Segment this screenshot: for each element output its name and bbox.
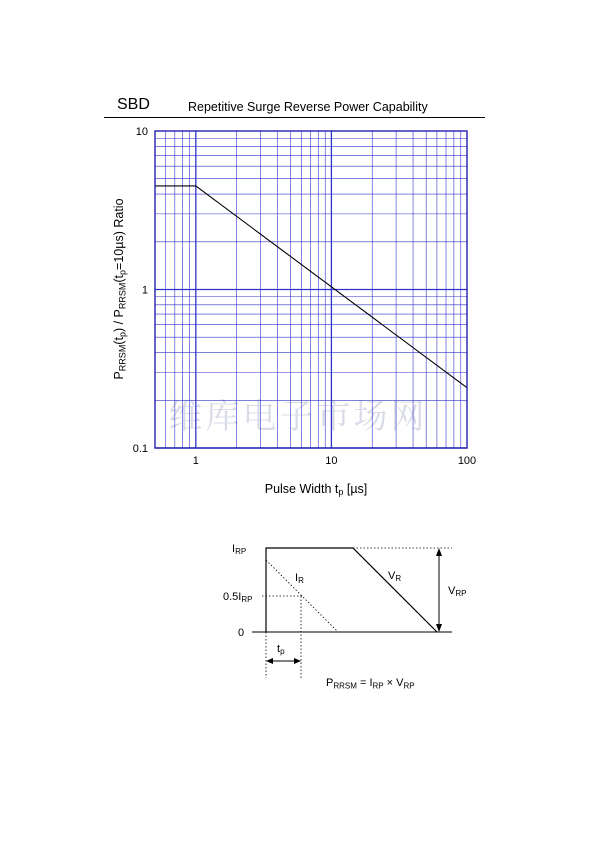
half-irp-label-main: 0.5I: [223, 591, 242, 603]
label-text: × V: [383, 677, 404, 689]
label-subscript: RRSM: [117, 282, 128, 310]
tp-label-main: t: [277, 643, 281, 655]
label-subscript: RRSM: [333, 681, 357, 691]
tp-label-sub: p: [280, 647, 285, 656]
x-tick-label: 1: [192, 455, 199, 467]
half-irp-label: [223, 591, 252, 604]
label-subscript: RP: [403, 681, 415, 691]
tp-arrowhead-left: [266, 658, 273, 664]
label-subscript: p: [117, 269, 128, 275]
vr-label: [388, 570, 401, 583]
x-tick-label: 100: [457, 455, 477, 467]
vr-label-main: V: [388, 570, 396, 582]
label-subscript: RRSM: [117, 344, 128, 372]
x-axis-label-sub: p: [338, 487, 344, 497]
irp-label-sub: RP: [235, 547, 247, 556]
ir-label: [295, 572, 304, 585]
ir-label-main: I: [295, 572, 299, 584]
label-text: P: [326, 677, 334, 689]
label-subscript: RP: [372, 681, 384, 691]
x-tick-label: 10: [325, 455, 338, 467]
current-pulse: [266, 548, 437, 632]
x-axis-label-main: Pulse Width t: [264, 482, 339, 496]
x-axis-label-unit: [µs]: [343, 482, 368, 496]
vrp-arrowhead-top: [436, 548, 442, 556]
ir-label-sub: R: [298, 576, 304, 585]
vrp-label-sub: RP: [455, 589, 467, 598]
label-text: = I: [356, 677, 373, 689]
y-tick-label: 0.1: [132, 443, 148, 455]
vr-label-sub: R: [395, 574, 402, 583]
label-text: =10µs) Ratio: [112, 198, 126, 270]
label-text: (t: [112, 274, 126, 283]
y-tick-label: 10: [135, 126, 148, 138]
half-irp-label-sub: RP: [241, 595, 253, 604]
irp-label-main: I: [232, 543, 236, 555]
label-subscript: p: [117, 332, 128, 338]
chart-title: Repetitive Surge Reverse Power Capability: [188, 100, 428, 114]
label-text: (t: [112, 337, 126, 345]
zero-label: 0: [238, 627, 245, 639]
vrp-label: [448, 585, 466, 598]
label-text: P: [112, 371, 126, 380]
y-tick-label: 1: [141, 284, 148, 297]
tp-arrowhead-right: [294, 658, 301, 664]
power-formula: [326, 677, 415, 691]
irp-label: [232, 543, 246, 556]
label-text: ) / P: [112, 309, 126, 333]
page-title: SBD: [117, 96, 150, 113]
waveform-lines: [252, 548, 452, 678]
vrp-arrowhead-bottom: [436, 624, 442, 632]
watermark: 维库电子市场网: [168, 397, 428, 437]
vrp-label-main: V: [448, 585, 456, 597]
tp-label: [277, 643, 285, 656]
